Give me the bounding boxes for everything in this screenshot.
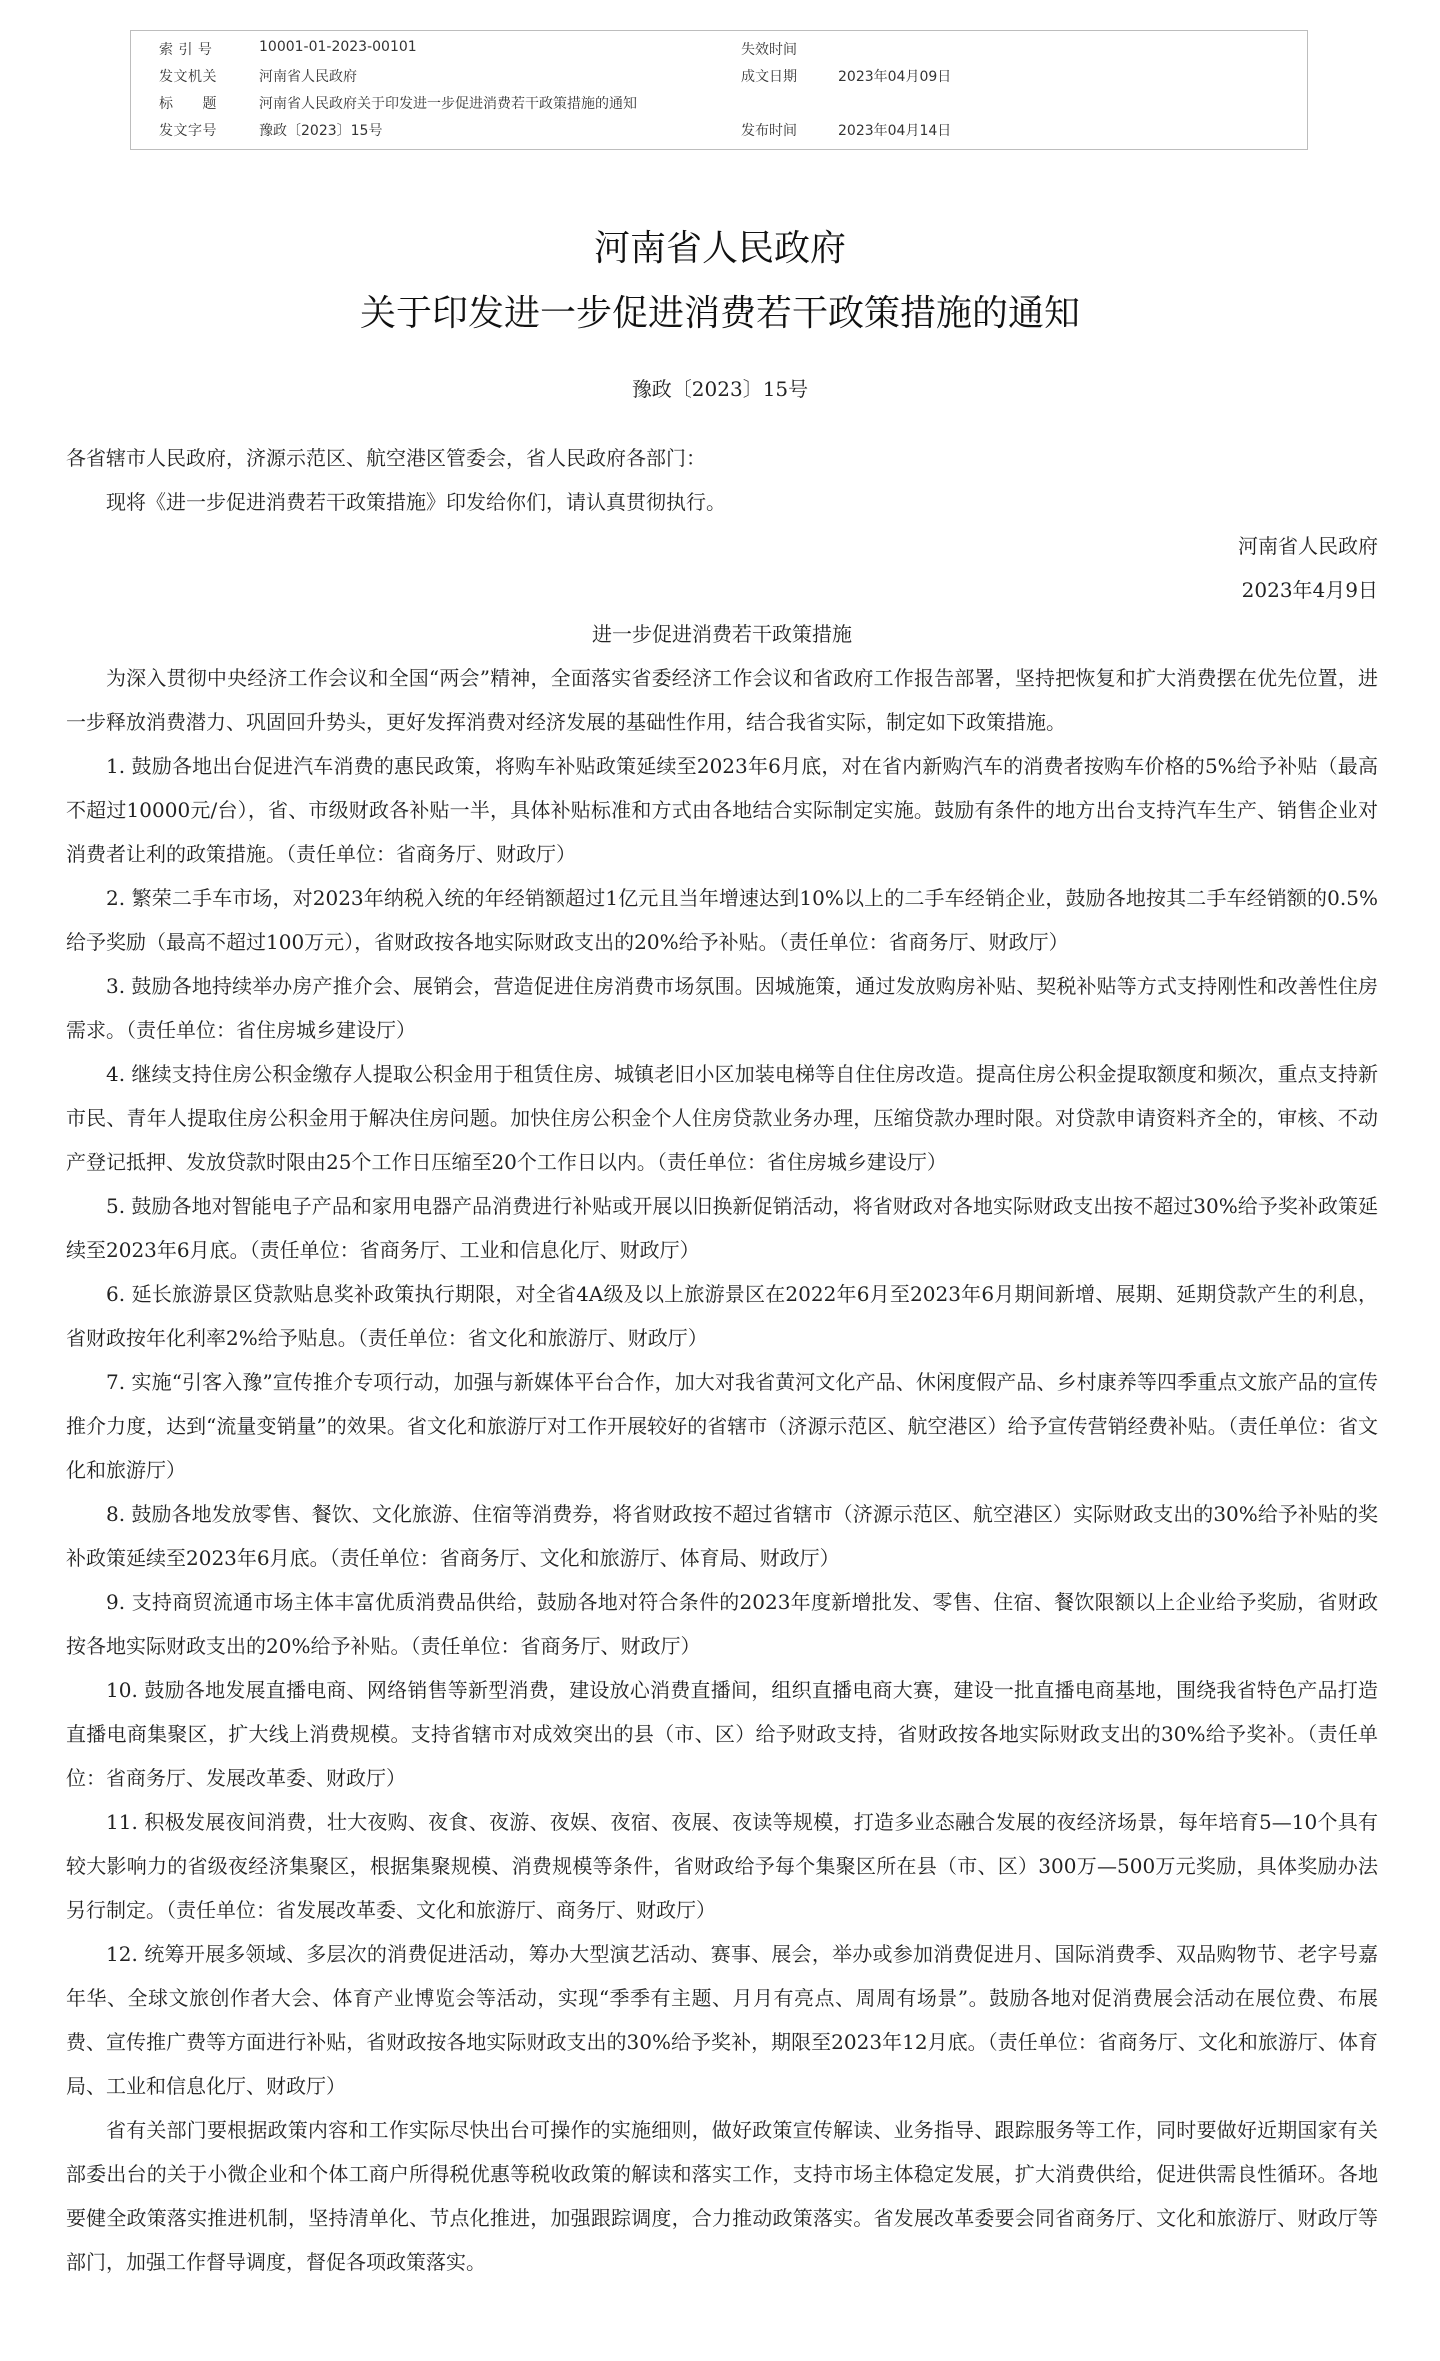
addressee: 各省辖市人民政府，济源示范区、航空港区管委会，省人民政府各部门： (66, 446, 706, 470)
written-date-label: 成文日期 (741, 69, 797, 85)
document-title-line1: 河南省人民政府 (593, 228, 846, 269)
issuer-label: 发文机关 (159, 69, 217, 85)
meta-row-issuer (131, 66, 1307, 90)
document-metadata-box (130, 30, 1308, 150)
measure-item: 2. 繁荣二手车市场，对2023年纳税入统的年经销额超过1亿元且当年增速达到10%以上的二手车经销企业，鼓励各地按其二手车经销额的0.5%给予奖励（最高不超过100万元），省财政按各地实际财政支出的20%给予补贴。（责任单位：省商务厅、财政厅） (66, 886, 1378, 954)
meta-row-docno (131, 120, 1307, 144)
docno-value: 豫政〔2023〕15号 (259, 123, 383, 139)
document-title-line2: 关于印发进一步促进消费若干政策措施的通知 (359, 293, 1080, 334)
issuer-value: 河南省人民政府 (259, 69, 357, 85)
title-value: 河南省人民政府关于印发进一步促进消费若干政策措施的通知 (259, 96, 637, 112)
docno-label: 发文字号 (159, 123, 217, 139)
signature-date: 2023年4月9日 (1241, 578, 1378, 602)
published-date-value: 2023年04月14日 (838, 123, 952, 139)
measure-item: 4. 继续支持住房公积金缴存人提取公积金用于租赁住房、城镇老旧小区加装电梯等自住住房改造。提高住房公积金提取额度和频次，重点支持新市民、青年人提取住房公积金用于解决住房问题。加快住房公积金个人住房贷款业务办理，压缩贷款办理时限。对贷款申请资料齐全的，审核、不动产登记抵押、发放贷款时限由25个工作日压缩至20个工作日以内。（责任单位：省住房城乡建设厅） (66, 1062, 1378, 1174)
closing-paragraph: 省有关部门要根据政策内容和工作实际尽快出台可操作的实施细则，做好政策宣传解读、业务指导、跟踪服务等工作，同时要做好近期国家有关部委出台的关于小微企业和个体工商户所得税优惠等税收政策的解读和落实工作，支持市场主体稳定发展，扩大消费供给，促进供需良性循环。各地要健全政策落实推进机制，坚持清单化、节点化推进，加强跟踪调度，合力推动政策落实。省发展改革委要会同省商务厅、文化和旅游厅、财政厅等部门，加强工作督导调度，督促各项政策落实。 (66, 2118, 1378, 2274)
signature: 河南省人民政府 (1238, 534, 1378, 558)
document-body (66, 436, 1378, 2284)
published-date-label: 发布时间 (741, 123, 797, 139)
measure-item: 9. 支持商贸流通市场主体丰富优质消费品供给，鼓励各地对符合条件的2023年度新增批发、零售、住宿、餐饮限额以上企业给予奖励，省财政按各地实际财政支出的20%给予补贴。（责任单位：省商务厅、财政厅） (66, 1590, 1378, 1658)
preamble-paragraph: 为深入贯彻中央经济工作会议和全国“两会”精神，全面落实省委经济工作会议和省政府工作报告部署，坚持把恢复和扩大消费摆在优先位置，进一步释放消费潜力、巩固回升势头，更好发挥消费对经济发展的基础性作用，结合我省实际，制定如下政策措施。 (66, 666, 1378, 734)
index-value: 10001-01-2023-00101 (259, 39, 417, 55)
measure-item: 3. 鼓励各地持续举办房产推介会、展销会，营造促进住房消费市场氛围。因城施策，通过发放购房补贴、契税补贴等方式支持刚性和改善性住房需求。（责任单位：省住房城乡建设厅） (66, 974, 1378, 1042)
index-label: 索 引 号 (159, 42, 213, 58)
intro-paragraph: 现将《进一步促进消费若干政策措施》印发给你们，请认真贯彻执行。 (106, 490, 726, 514)
measure-item: 11. 积极发展夜间消费，壮大夜购、夜食、夜游、夜娱、夜宿、夜展、夜读等规模，打造多业态融合发展的夜经济场景，每年培育5—10个具有较大影响力的省级夜经济集聚区，根据集聚规模、消费规模等条件，省财政给予每个集聚区所在县（市、区）300万—500万元奖励，具体奖励办法另行制定。（责任单位：省发展改革委、文化和旅游厅、商务厅、财政厅） (66, 1810, 1378, 1922)
measure-item: 7. 实施“引客入豫”宣传推介专项行动，加强与新媒体平台合作，加大对我省黄河文化产品、休闲度假产品、乡村康养等四季重点文旅产品的宣传推介力度，达到“流量变销量”的效果。省文化和旅游厅对工作开展较好的省辖市（济源示范区、航空港区）给予宣传营销经费补贴。（责任单位：省文化和旅游厅） (66, 1370, 1378, 1482)
meta-row-title (131, 93, 1307, 117)
measure-item: 8. 鼓励各地发放零售、餐饮、文化旅游、住宿等消费券，将省财政按不超过省辖市（济源示范区、航空港区）实际财政支出的30%给予补贴的奖补政策延续至2023年6月底。（责任单位：省商务厅、文化和旅游厅、体育局、财政厅） (66, 1502, 1378, 1570)
measure-item: 12. 统筹开展多领域、多层次的消费促进活动，筹办大型演艺活动、赛事、展会，举办或参加消费促进月、国际消费季、双品购物节、老字号嘉年华、全球文旅创作者大会、体育产业博览会等活动，实现“季季有主题、月月有亮点、周周有场景”。鼓励各地对促消费展会活动在展位费、布展费、宣传推广费等方面进行补贴，省财政按各地实际财政支出的30%给予奖补，期限至2023年12月底。（责任单位：省商务厅、文化和旅游厅、体育局、工业和信息化厅、财政厅） (66, 1942, 1378, 2098)
measure-item: 5. 鼓励各地对智能电子产品和家用电器产品消费进行补贴或开展以旧换新促销活动，将省财政对各地实际财政支出按不超过30%给予奖补政策延续至2023年6月底。（责任单位：省商务厅、工业和信息化厅、财政厅） (66, 1194, 1378, 1262)
written-date-value: 2023年04月09日 (838, 69, 952, 85)
measure-item: 6. 延长旅游景区贷款贴息奖补政策执行期限，对全省4A级及以上旅游景区在2022年6月至2023年6月期间新增、展期、延期贷款产生的利息，省财政按年化利率2%给予贴息。（责任单位：省文化和旅游厅、财政厅） (66, 1282, 1378, 1350)
invalid-date-label: 失效时间 (741, 42, 797, 58)
measure-item: 10. 鼓励各地发展直播电商、网络销售等新型消费，建设放心消费直播间，组织直播电商大赛，建设一批直播电商基地，围绕我省特色产品打造直播电商集聚区，扩大线上消费规模。支持省辖市对成效突出的县（市、区）给予财政支持，省财政按各地实际财政支出的30%给予奖补。（责任单位：省商务厅、发展改革委、财政厅） (66, 1678, 1378, 1790)
measure-item: 1. 鼓励各地出台促进汽车消费的惠民政策，将购车补贴政策延续至2023年6月底，对在省内新购汽车的消费者按购车价格的5%给予补贴（最高不超过10000元/台），省、市级财政各补贴一半，具体补贴标准和方式由各地结合实际制定实施。鼓励有条件的地方出台支持汽车生产、销售企业对消费者让利的政策措施。（责任单位：省商务厅、财政厅） (66, 754, 1378, 866)
document-number: 豫政〔2023〕15号 (631, 377, 809, 401)
measures-subtitle: 进一步促进消费若干政策措施 (592, 622, 852, 646)
meta-row-index (131, 39, 1307, 63)
title-label: 标 题 (159, 96, 217, 112)
